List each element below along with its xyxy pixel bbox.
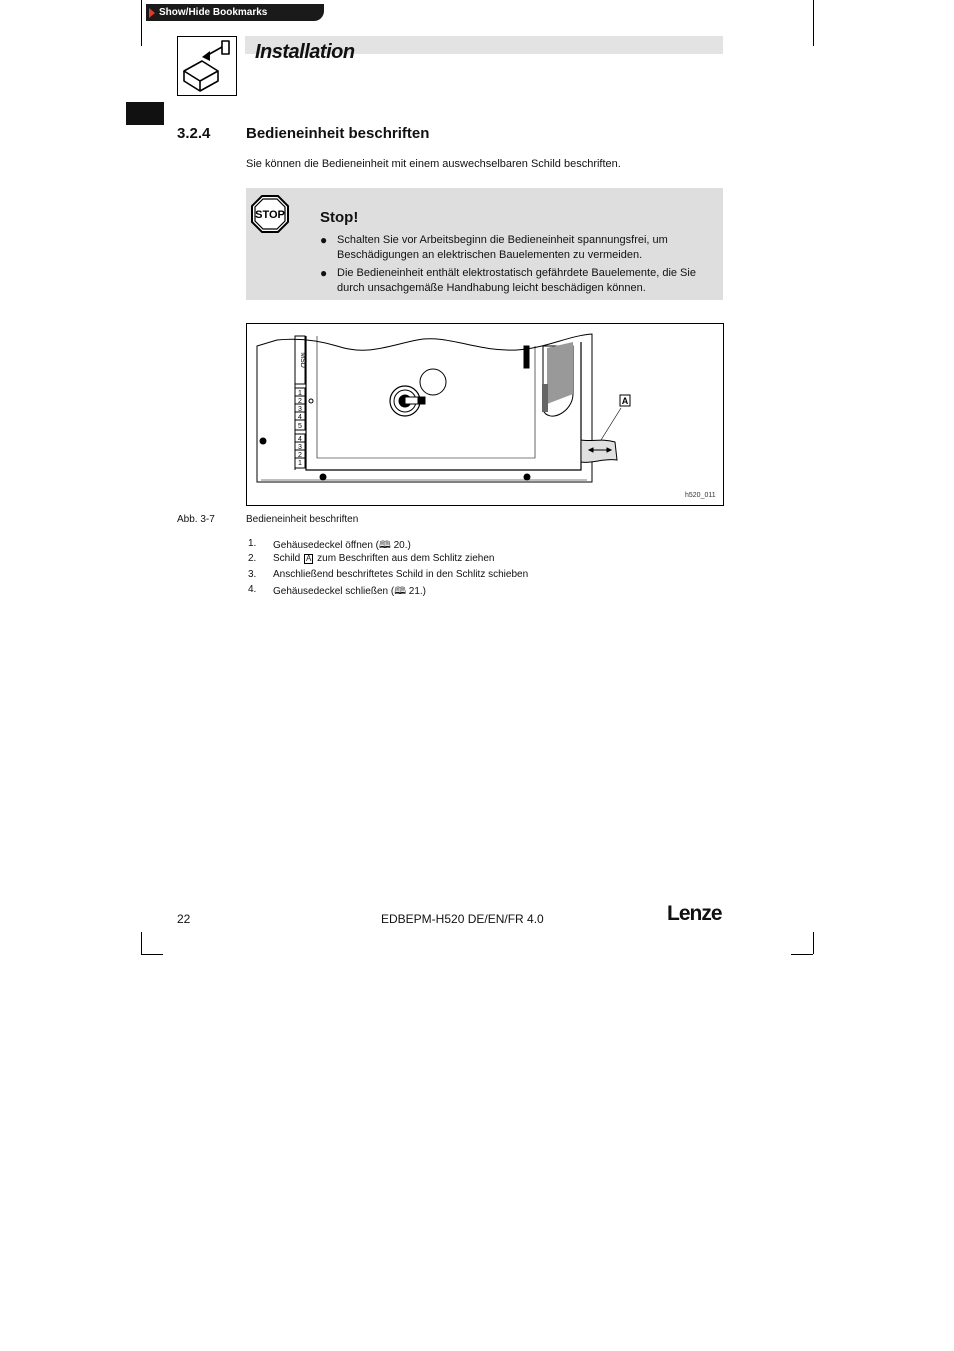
crop-mark-bottom-left-v xyxy=(141,932,142,954)
step-text: Schild xyxy=(273,553,304,564)
terminal-label: 3 xyxy=(298,406,302,413)
step-text: zum Beschriften aus dem Schlitz ziehen xyxy=(314,553,495,564)
terminal-label: 3 xyxy=(298,444,302,451)
bullet-dot: ● xyxy=(320,233,328,247)
crop-mark-top-right xyxy=(813,0,814,46)
page-ref-link[interactable]: 21.) xyxy=(408,586,426,597)
page-number: 22 xyxy=(177,912,191,926)
crop-mark-bottom-right-v xyxy=(813,932,814,954)
chapter-marker xyxy=(126,102,164,125)
terminal-label: 1 xyxy=(298,460,302,467)
terminal-label: 5 xyxy=(298,423,302,430)
document-id: EDBEPM-H520 DE/EN/FR 4.0 xyxy=(381,912,544,926)
page-title: Installation xyxy=(255,41,355,63)
bullet-dot: ● xyxy=(320,266,328,280)
terminal-label: 1 xyxy=(298,390,302,397)
terminal-label: 4 xyxy=(298,436,302,443)
caption-text: Bedieneinheit beschriften xyxy=(246,514,359,525)
crop-mark-bottom-right-h xyxy=(791,954,813,955)
step-text: Gehäusedeckel öffnen ( xyxy=(273,540,380,551)
step-number: 2. xyxy=(248,553,257,564)
show-hide-bookmarks-button[interactable] xyxy=(146,4,324,21)
step-3: Anschließend beschriftetes Schild in den Schlitz schieben xyxy=(273,569,529,580)
stop-sign-icon xyxy=(251,195,289,233)
step-text: Gehäusedeckel schließen ( xyxy=(273,586,395,597)
book-icon: 🕮 xyxy=(394,586,406,597)
caption-number: Abb. 3-7 xyxy=(177,514,215,525)
terminal-label: 2 xyxy=(298,398,302,405)
step-number: 3. xyxy=(248,569,257,580)
terminal-label: 2 xyxy=(298,452,302,459)
terminal-label: 4 xyxy=(298,414,302,421)
intro-text: Sie können die Bedieneinheit mit einem auswechselbaren Schild beschriften. xyxy=(246,158,621,170)
callout-a-inline: A xyxy=(306,554,312,563)
crop-mark-top-left xyxy=(141,0,142,46)
step-2 xyxy=(273,553,494,564)
msd-label: MSD xyxy=(299,352,306,368)
section-number: 3.2.4 xyxy=(177,125,211,142)
section-title: Bedieneinheit beschriften xyxy=(246,125,430,142)
step-number: 4. xyxy=(248,584,257,595)
book-icon: 🕮 xyxy=(379,540,391,551)
triangle-right-icon xyxy=(149,8,155,18)
callout-a: A xyxy=(621,396,629,406)
lenze-logo: Lenze xyxy=(667,902,722,925)
stop-heading: Stop! xyxy=(320,209,359,226)
figure-keypad-drawing xyxy=(246,323,724,506)
stop-bullet-1: Schalten Sie vor Arbeitsbeginn die Bedieneinheit spannungsfrei, um Beschädigungen an elektrischen Bauelementen zu vermeiden. xyxy=(337,234,668,261)
installation-box-icon xyxy=(177,36,237,96)
crop-mark-bottom-left-h xyxy=(141,954,163,955)
step-4 xyxy=(273,584,426,601)
stop-icon-label: STOP xyxy=(255,209,285,221)
page-ref-link[interactable]: 20.) xyxy=(393,540,411,551)
stop-bullet-2: Die Bedieneinheit enthält elektrostatisch gefährdete Bauelemente, die Sie durch unsachgemäße Handhabung leicht beschädigen können. xyxy=(337,267,696,294)
figure-code: h520_011 xyxy=(685,492,716,499)
step-number: 1. xyxy=(248,538,257,549)
bookmark-tab-label: Show/Hide Bookmarks xyxy=(159,7,268,18)
